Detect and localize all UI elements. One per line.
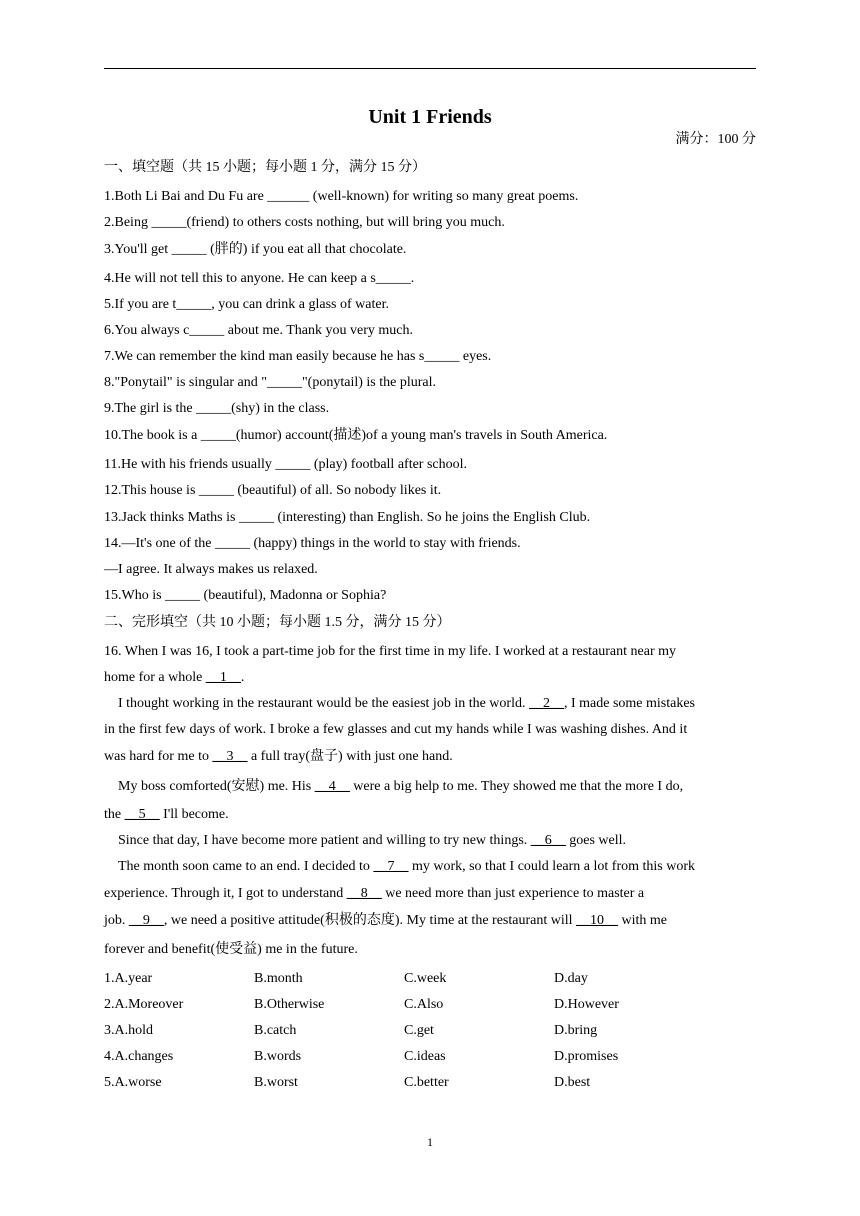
option: 4.A.changes — [104, 1049, 174, 1064]
question-3: 3.You'll get _____ (胖的) if you eat all that chocolate. — [104, 242, 407, 257]
option: D.promises — [554, 1049, 619, 1064]
question-14-reply: —I agree. It always makes us relaxed. — [104, 562, 318, 577]
option: C.get — [404, 1023, 434, 1038]
question-4: 4.He will not tell this to anyone. He can keep a s_____. — [104, 271, 415, 286]
option: 1.A.year — [104, 971, 153, 986]
option: B.month — [254, 971, 303, 986]
section1-heading: 一、填空题（共 15 小题；每小题 1 分，满分 15 分） — [104, 160, 426, 175]
option: 3.A.hold — [104, 1023, 153, 1038]
question-6: 6.You always c_____ about me. Thank you very much. — [104, 323, 413, 338]
passage-line: experience. Through it, I got to understand __8__ we need more than just experience to master a — [104, 886, 645, 901]
option: B.Otherwise — [254, 997, 325, 1012]
page-title: Unit 1 Friends — [368, 106, 492, 128]
question-14: 14.—It's one of the _____ (happy) things in the world to stay with friends. — [104, 536, 521, 551]
option: D.day — [554, 971, 588, 986]
blank-6: __6__ — [530, 833, 566, 848]
option: C.Also — [404, 997, 444, 1012]
question-8: 8."Ponytail" is singular and "_____"(ponytail) is the plural. — [104, 375, 436, 390]
question-1: 1.Both Li Bai and Du Fu are ______ (well-known) for writing so many great poems. — [104, 189, 579, 204]
question-9: 9.The girl is the _____(shy) in the class. — [104, 401, 330, 416]
passage-line: the __5__ I'll become. — [104, 807, 229, 822]
passage-line: I thought working in the restaurant would be the easiest job in the world. __2__, I made some mistakes — [118, 696, 696, 711]
question-5: 5.If you are t_____, you can drink a glass of water. — [104, 297, 389, 312]
section2-heading: 二、完形填空（共 10 小题；每小题 1.5 分，满分 15 分） — [104, 615, 451, 630]
option: 5.A.worse — [104, 1075, 162, 1090]
passage-line: 16. When I was 16, I took a part-time job for the first time in my life. I worked at a restaurant near my — [104, 644, 677, 659]
question-10: 10.The book is a _____(humor) account(描述)of a young man's travels in South America. — [104, 428, 608, 443]
question-13: 13.Jack thinks Maths is _____ (interesting) than English. So he joins the English Club. — [104, 510, 591, 525]
blank-1: __1__ — [205, 670, 241, 685]
header-rule — [104, 68, 756, 69]
passage-line: home for a whole __1__. — [104, 670, 245, 685]
passage-line: in the first few days of work. I broke a few glasses and cut my hands while I was washing dishes. And it — [104, 722, 688, 737]
question-2: 2.Being _____(friend) to others costs nothing, but will bring you much. — [104, 215, 505, 230]
passage-line: My boss comforted(安慰) me. His __4__ were a big help to me. They showed me that the more I do, — [118, 779, 684, 794]
question-15: 15.Who is _____ (beautiful), Madonna or Sophia? — [104, 588, 387, 603]
blank-2: __2__ — [528, 696, 564, 711]
page-number: 1 — [427, 1135, 433, 1149]
blank-10: __10__ — [576, 913, 619, 928]
blank-4: __4__ — [314, 779, 350, 794]
option: C.week — [404, 971, 447, 986]
blank-8: __8__ — [346, 886, 382, 901]
passage-line: Since that day, I have become more patient and willing to try new things. __6__ goes well. — [118, 833, 627, 848]
option: D.best — [554, 1075, 591, 1090]
option: D.However — [554, 997, 619, 1012]
passage-line: was hard for me to __3__ a full tray(盘子) with just one hand. — [104, 749, 453, 764]
question-11: 11.He with his friends usually _____ (play) football after school. — [104, 457, 468, 472]
question-7: 7.We can remember the kind man easily because he has s_____ eyes. — [104, 349, 492, 364]
blank-5: __5__ — [124, 807, 160, 822]
passage-line: job. __9__, we need a positive attitude(积极的态度). My time at the restaurant will __10__ with me — [104, 913, 668, 928]
passage-line: forever and benefit(使受益) me in the future. — [104, 942, 358, 957]
option: B.worst — [254, 1075, 298, 1090]
blank-3: __3__ — [212, 749, 248, 764]
option: D.bring — [554, 1023, 598, 1038]
option: C.ideas — [404, 1049, 446, 1064]
option: B.catch — [254, 1023, 297, 1038]
blank-7: __7__ — [373, 859, 409, 874]
passage-line: The month soon came to an end. I decided to __7__ my work, so that I could learn a lot from this work — [118, 859, 695, 874]
option: C.better — [404, 1075, 449, 1090]
total-score: 满分：100 分 — [675, 132, 756, 147]
option: 2.A.Moreover — [104, 997, 184, 1012]
option: B.words — [254, 1049, 302, 1064]
blank-9: __9__ — [128, 913, 164, 928]
question-12: 12.This house is _____ (beautiful) of all. So nobody likes it. — [104, 483, 442, 498]
